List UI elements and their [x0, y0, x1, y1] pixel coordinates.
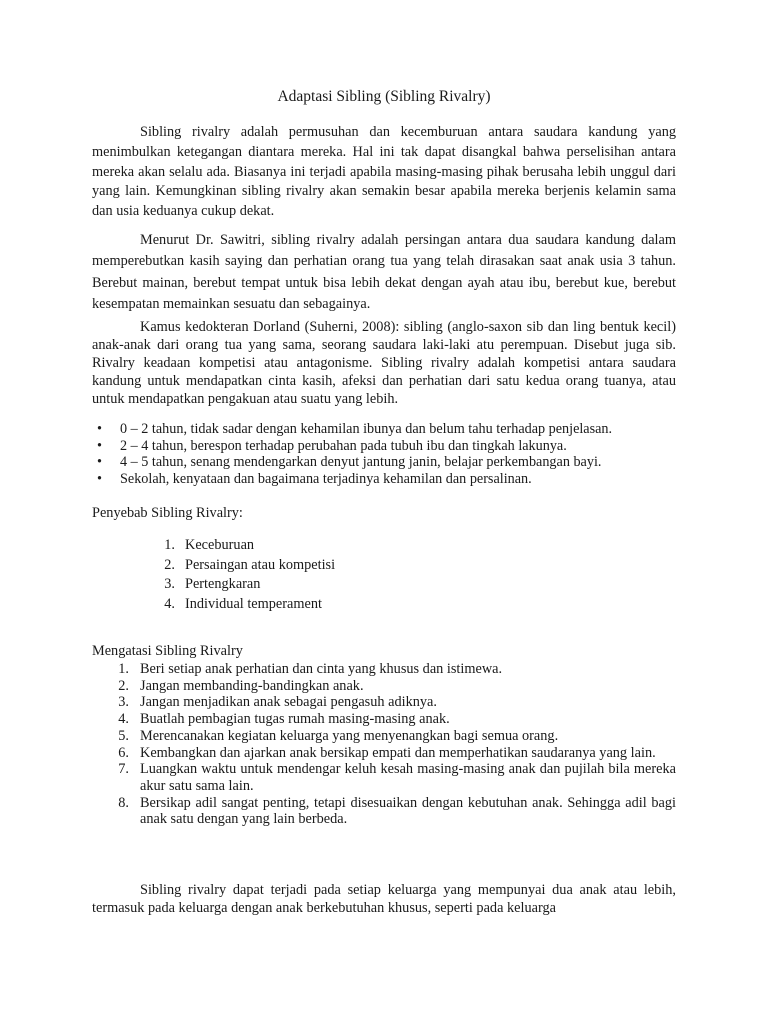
- list-text: Keceburuan: [185, 537, 255, 553]
- list-number: 2.: [118, 677, 129, 694]
- paragraph-2: Menurut Dr. Sawitri, sibling rivalry adalah persingan antara dua saudara kandung dalam memperebutkan kasih saying dan perhatian orang tua yang telah dirasakan saat anak usia 3 tahun. Berebut mainan, berebut tempat untuk bisa lebih dekat dengan ayah atau ibu, berebut kue, berebut kesempatan memainkan sesuatu dan sebagainya.: [92, 232, 676, 312]
- list-text: Jangan membanding-bandingkan anak.: [140, 677, 364, 694]
- paragraph-1: Sibling rivalry adalah permusuhan dan kecemburuan antara saudara kandung yang menimbulkan ketegangan diantara mereka. Hal ini tak dapat disangkal bahwa perselisihan antara mereka akan selalu ada. Biasanya ini terjadi apabila masing-masing pihak berusaha lebih unggul dari yang lain. Kemungkinan sibling rivalry akan semakin besar apabila mereka berjenis kelamin sama dan usia keduanya cukup dekat.: [92, 124, 676, 220]
- list-number: 1.: [118, 661, 129, 677]
- list-number: 7.: [118, 761, 129, 778]
- list-item: [158, 575, 335, 595]
- list-text: Persaingan atau kompetisi: [185, 556, 336, 573]
- list-text: Individual temperament: [185, 595, 322, 612]
- list-number: 2.: [164, 556, 175, 573]
- bullet-item: [92, 454, 682, 471]
- list-number: 1.: [164, 537, 175, 553]
- list-text: Merencanakan kegiatan keluarga yang menyenangkan bagi semua orang.: [140, 727, 559, 744]
- list-item: [112, 795, 676, 828]
- list-text: Luangkan waktu untuk mendengar keluh kesah masing-masing anak dan pujilah bila mereka akur satu sama lain.: [140, 761, 676, 794]
- bullet-item: [92, 421, 682, 438]
- list-number: 6.: [118, 744, 129, 761]
- bullet-icon: •: [97, 470, 102, 487]
- list-text: Kembangkan dan ajarkan anak bersikap empati dan memperhatikan saudaranya yang lain.: [140, 744, 656, 761]
- list-item: [112, 661, 676, 678]
- list-number: 4.: [118, 711, 129, 728]
- list-number: 8.: [118, 794, 129, 811]
- bullet-item: [92, 471, 682, 488]
- list-text: Bersikap adil sangat penting, tetapi disesuaikan dengan kebutuhan anak. Sehingga adil bagi anak satu dengan yang lain berbeda.: [140, 794, 676, 828]
- list-number: 3.: [164, 576, 175, 592]
- paragraph-3: Kamus kedokteran Dorland (Suherni, 2008): sibling (anglo-saxon sib dan ling bentuk kecil) anak-anak dari orang tua yang sama, seorang saudara laki-laki atu perempuan. Disebut juga sib. Rivalry keadaan kompetisi atau antagonisme. Sibling rivalry adalah kompetisi antara saudara kandung untuk mendapatkan cinta kasih, afeksi dan perhatian dari satu kedua orang tuanya, atau untuk mendapatkan pengakuan atau suatu yang lebih.: [92, 319, 676, 407]
- list-item: [112, 678, 676, 695]
- bullet-text: 0 – 2 tahun, tidak sadar dengan kehamilan ibunya dan belum tahu terhadap penjelasan.: [120, 421, 613, 437]
- solutions-list: [112, 661, 676, 828]
- bullet-text: Sekolah, kenyataan dan bagaimana terjadinya kehamilan dan persalinan.: [120, 470, 532, 487]
- list-text: Jangan menjadikan anak sebagai pengasuh adiknya.: [140, 694, 437, 711]
- bullet-text: 2 – 4 tahun, berespon terhadap perubahan pada tubuh ibu dan tingkah lakunya.: [120, 437, 567, 454]
- list-text: Pertengkaran: [185, 576, 261, 592]
- causes-list: [158, 536, 335, 614]
- list-number: 4.: [164, 595, 175, 612]
- closing-paragraph: Sibling rivalry dapat terjadi pada setiap keluarga yang mempunyai dua anak atau lebih, termasuk pada keluarga dengan anak berkebutuhan khusus, seperti pada keluarga: [92, 882, 676, 916]
- bullet-icon: •: [97, 437, 102, 454]
- list-item: [158, 536, 335, 556]
- list-item: [112, 761, 676, 794]
- list-text: Beri setiap anak perhatian dan cinta yang khusus dan istimewa.: [140, 661, 503, 677]
- causes-heading: Penyebab Sibling Rivalry:: [92, 505, 243, 521]
- list-number: 5.: [118, 727, 129, 744]
- bullet-icon: •: [97, 454, 102, 471]
- list-number: 3.: [118, 694, 129, 711]
- age-bullet-list: [92, 421, 682, 487]
- list-item: [112, 728, 676, 745]
- list-item: [112, 711, 676, 728]
- list-item: [158, 595, 335, 615]
- document-title: Adaptasi Sibling (Sibling Rivalry): [277, 88, 491, 105]
- list-item: [112, 745, 676, 762]
- solutions-heading: Mengatasi Sibling Rivalry: [92, 643, 243, 659]
- list-item: [158, 556, 335, 576]
- list-text: Buatlah pembagian tugas rumah masing-masing anak.: [140, 711, 450, 728]
- bullet-item: [92, 438, 682, 455]
- bullet-text: 4 – 5 tahun, senang mendengarkan denyut jantung janin, belajar perkembangan bayi.: [120, 454, 602, 471]
- bullet-icon: •: [97, 421, 102, 437]
- list-item: [112, 694, 676, 711]
